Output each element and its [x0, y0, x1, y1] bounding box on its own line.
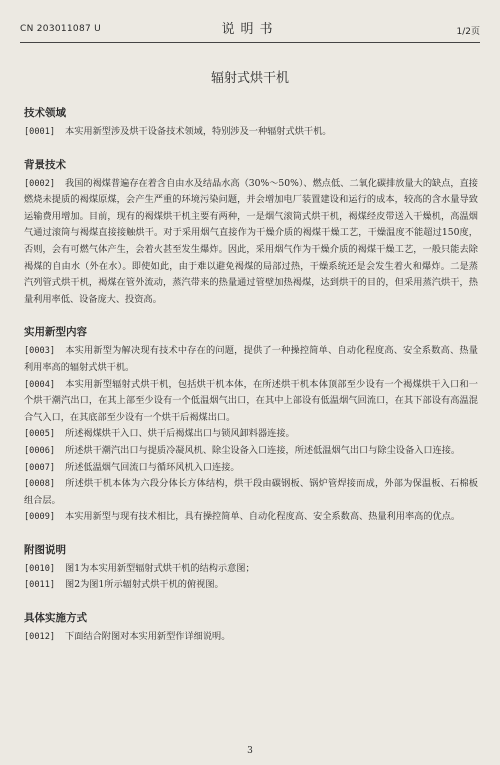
- paragraph: [24, 377, 478, 427]
- section-label: 说明书: [221, 22, 279, 37]
- section-heading: 技术领域: [24, 107, 66, 119]
- paragraph: [24, 426, 478, 443]
- page-header: [20, 22, 480, 38]
- paragraph-text: 本实用新型涉及烘干设备技术领域，特别涉及一种辐射式烘干机。: [65, 126, 332, 137]
- paragraph-text: 本实用新型与现有技术相比，具有操控简单、自动化程度高、安全系数高、热量利用率高的优点。: [65, 511, 461, 523]
- paragraph: [24, 460, 478, 477]
- paragraph-number: [0008]: [24, 479, 56, 490]
- paragraph-number: [0010]: [24, 563, 56, 574]
- paragraph-number: [0012]: [24, 632, 56, 643]
- paragraph: [24, 561, 478, 578]
- paragraph: [24, 577, 478, 594]
- paragraph: [24, 443, 478, 460]
- document-title: 辐射式烘干机: [210, 71, 289, 86]
- paragraph: [24, 509, 478, 526]
- paragraph-number: [0007]: [24, 462, 56, 473]
- paragraph-number: [0006]: [24, 445, 56, 456]
- paragraph: [24, 343, 478, 376]
- paragraph: [24, 124, 478, 141]
- paragraph-number: [0004]: [24, 379, 56, 390]
- paragraph-text: 本实用新型辐射式烘干机，包括烘干机本体，在所述烘干机本体顶部至少设有一个褐煤烘干入口和一个烘干潮汽出口，在其上部至少设有一个低温烟气出口，在其中上部设有低温烟气回流口，在其下部设有高温混合气入口，在其底部至少设有一个烘干后褐煤出口。: [24, 378, 478, 423]
- document-body: [24, 98, 478, 646]
- paragraph-text: 所述烘干机本体为六段分体长方体结构，烘干段由碳钢板、锅炉管焊接而成，外部为保温板、石棉板组合层。: [24, 478, 478, 506]
- section-heading: 附图说明: [24, 543, 66, 556]
- paragraph-text: 图1为本实用新型辐射式烘干机的结构示意图；: [65, 562, 255, 574]
- paragraph-number: [0009]: [24, 512, 56, 523]
- section-heading: 背景技术: [24, 158, 66, 171]
- paragraph: [24, 176, 478, 309]
- doc-number: CN 203011087 U: [20, 24, 102, 34]
- paragraph: [24, 629, 478, 646]
- paragraph-text: 图2为图1所示辐射式烘干机的俯视图。: [65, 579, 224, 591]
- paragraph-text: 所述褐煤烘干入口、烘干后褐煤出口与锁风卸料器连接。: [65, 428, 295, 440]
- page-number: 3: [247, 746, 253, 756]
- paragraph-text: 所述低温烟气回流口与循环风机入口连接。: [65, 461, 240, 473]
- section-heading: 具体实施方式: [24, 612, 87, 625]
- paragraph-text: 我国的褐煤普遍存在着含自由水及结晶水高（30%～50%）、燃点低、二氧化碳排放量大的缺点，直接燃烧未提质的褐煤原煤，会产生严重的环境污染问题，并会增加电厂装置建设和运行的成本，较高的含水量导致运输费用增加。目前，现有的褐煤烘干机主要有两种，一是烟气滚筒式烘干机，褐煤经皮带送入干燥机，高温烟气通过滚筒与褐煤直接接触烘干。对于采用烟气直接作为干燥介质的褐煤干燥工艺，干燥温度不能超过150度，否则，会有可燃气体产生，会着火甚至发生爆炸。因此，采用烟气作为干燥介质的褐煤干燥工艺，一般只能去除褐煤的自由水（外在水）。即使如此，由于难以避免褐煤的局部过热，干燥系统还是会发生着火和爆炸。二是蒸汽列管式烘干机，褐煤在管外流动，蒸汽带来的热量通过管壁加热褐煤，达到烘干的目的，但采用蒸汽烘干，热量利用率低、设备庞大、投资高。: [24, 177, 478, 305]
- paragraph-text: 本实用新型为解决现有技术中存在的问题，提供了一种操控简单、自动化程度高、安全系数高、热量利用率高的辐射式烘干机。: [24, 345, 478, 373]
- page-info: 1/2页: [456, 27, 480, 37]
- paragraph-text: 下面结合附图对本实用新型作详细说明。: [65, 631, 231, 643]
- paragraph-number: [0001]: [24, 127, 56, 137]
- header-rule: [20, 42, 480, 43]
- paragraph-number: [0005]: [24, 429, 56, 440]
- section-heading: 实用新型内容: [24, 326, 87, 339]
- paragraph-number: [0003]: [24, 346, 56, 357]
- paragraph-text: 所述烘干潮汽出口与提质冷凝风机、除尘设备入口连接，所述低温烟气出口与除尘设备入口连接。: [65, 444, 461, 456]
- paragraph-number: [0002]: [24, 178, 56, 189]
- paragraph-number: [0011]: [24, 580, 56, 591]
- paragraph: [24, 476, 478, 509]
